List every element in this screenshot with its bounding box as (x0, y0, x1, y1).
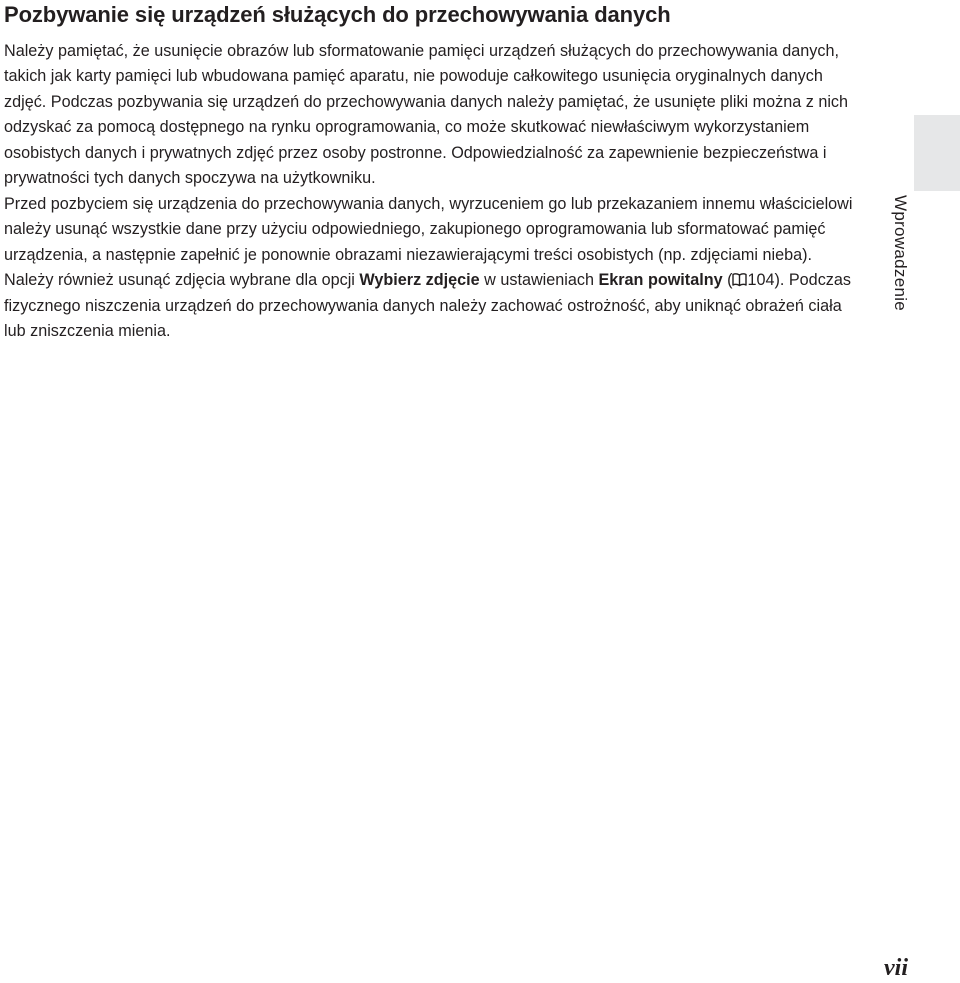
side-tab-label (880, 195, 920, 345)
paragraph-text: ( (722, 271, 733, 290)
paragraph-disposal-instructions (4, 192, 864, 344)
page-title: Pozbywanie się urządzeń służących do przechowywania danych (4, 2, 671, 27)
side-tab-marker (914, 115, 960, 191)
side-tab-text: Wprowadzenie (891, 195, 910, 312)
page-reference: 104 (747, 271, 775, 290)
paragraph-text: ). Podczas fizycznego niszczenia urządzeń do przechowywania danych należy zachować ostrożność, aby uniknąć obrażeń ciała lub zniszczenia mienia. (4, 271, 851, 341)
book-icon (732, 272, 747, 287)
paragraph-data-recovery-warning: Należy pamiętać, że usunięcie obrazów lub sformatowanie pamięci urządzeń służących do przechowywania danych, takich jak karty pamięci lub wbudowana pamięć aparatu, nie powoduje całkowitego usunięcia oryginalnych danych zdjęć. Podczas pozbywania się urządzeń do przechowywania danych należy pamiętać, że usunięte pliki można z nich odzyskać za pomocą dostępnego na rynku oprogramowania, co może skutkować niewłaściwym wykorzystaniem osobistych danych i prywatnych zdjęć przez osoby postronne. Odpowiedzialność za zapewnienie bezpieczeństwa i prywatności tych danych spoczywa na użytkowniku. (4, 42, 849, 188)
option-name-select-image: Wybierz zdjęcie (359, 271, 480, 290)
page-number: vii (884, 955, 908, 981)
paragraph-text: Przed pozbyciem się urządzenia do przechowywania danych, wyrzuceniem go lub przekazaniem innemu właścicielowi należy usunąć wszystkie dane przy użyciu odpowiedniego, zakupionego oprogramowania lub sformatować pamięć urządzenia, a następnie zapełnić je ponownie obrazami niezawierającymi treści osobistych (np. zdjęciami nieba). Należy również usunąć zdjęcia wybrane dla opcji (4, 195, 853, 290)
setting-name-welcome-screen: Ekran powitalny (598, 271, 723, 290)
paragraph-text: w ustawieniach (479, 271, 599, 290)
